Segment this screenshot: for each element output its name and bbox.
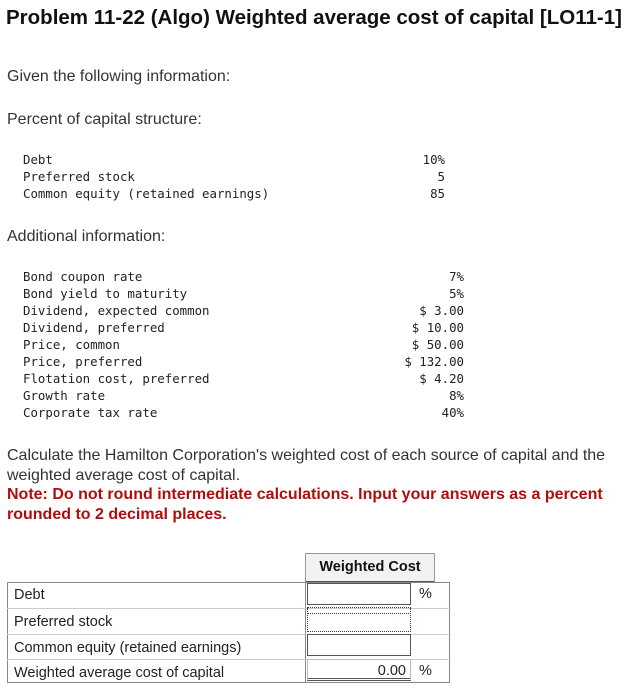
table-row [23,319,464,336]
table-row [23,285,464,302]
info-label: Bond yield to maturity [23,286,188,301]
info-value: $ 4.20 [419,371,464,386]
info-value: $ 3.00 [419,303,464,318]
weighted-cost-header: Weighted Cost [305,553,435,583]
info-value: $ 132.00 [404,354,464,369]
info-value: 5% [449,286,464,301]
instruction-text: Calculate the Hamilton Corporation's weighted cost of each source of capital and the weighted average cost of capital. [7,447,606,484]
cs-label-common: Common equity (retained earnings) [23,186,270,201]
info-label: Dividend, expected common [23,303,210,318]
common-cost-input-top [307,631,411,632]
info-label: Dividend, preferred [23,320,165,335]
wacc-total: 0.00 [307,659,411,681]
cs-label-debt: Debt [23,152,53,167]
info-label: Flotation cost, preferred [23,371,210,386]
debt-percent-unit: % [419,586,432,602]
info-label: Price, preferred [23,354,143,369]
debt-cost-input[interactable] [307,583,411,605]
table-row [23,404,464,421]
info-value: $ 50.00 [411,337,464,352]
note-text: Note: Do not round intermediate calculations. Input your answers as a percent rounded to 2 decimal places. [7,486,603,523]
table-row [23,268,464,285]
table-row [23,387,464,404]
common-cost-input[interactable] [307,634,411,656]
preferred-cost-input[interactable] [307,608,411,630]
info-label: Bond coupon rate [23,269,143,284]
table-row [23,302,464,319]
cs-value-preferred: 5 [437,169,445,184]
info-value: 7% [449,269,464,284]
cs-label-preferred: Preferred stock [23,169,135,184]
wacc-percent-unit: % [419,663,432,679]
answer-table [7,553,450,683]
additional-info-table [23,268,464,421]
table-row [23,336,464,353]
info-value: $ 10.00 [411,320,464,335]
row-label-wacc: Weighted average cost of capital [14,665,225,681]
info-value: 40% [441,405,464,420]
capital-structure-table [0,152,445,204]
intro-text: Given the following information: [7,68,231,85]
table-row [23,353,464,370]
cs-value-common: 85 [430,186,445,201]
info-label: Price, common [23,337,120,352]
info-label: Corporate tax rate [23,405,158,420]
capital-structure-heading: Percent of capital structure: [7,111,202,128]
table-row [23,370,464,387]
row-label-preferred: Preferred stock [14,614,113,630]
info-label: Growth rate [23,388,106,403]
problem-title: Problem 11-22 (Algo) Weighted average cost of capital [LO11-1] [6,6,622,29]
row-label-debt: Debt [14,587,45,603]
info-value: 8% [449,388,464,403]
additional-heading: Additional information: [7,228,166,245]
row-label-common: Common equity (retained earnings) [14,640,242,656]
cs-value-debt: 10% [422,152,445,167]
